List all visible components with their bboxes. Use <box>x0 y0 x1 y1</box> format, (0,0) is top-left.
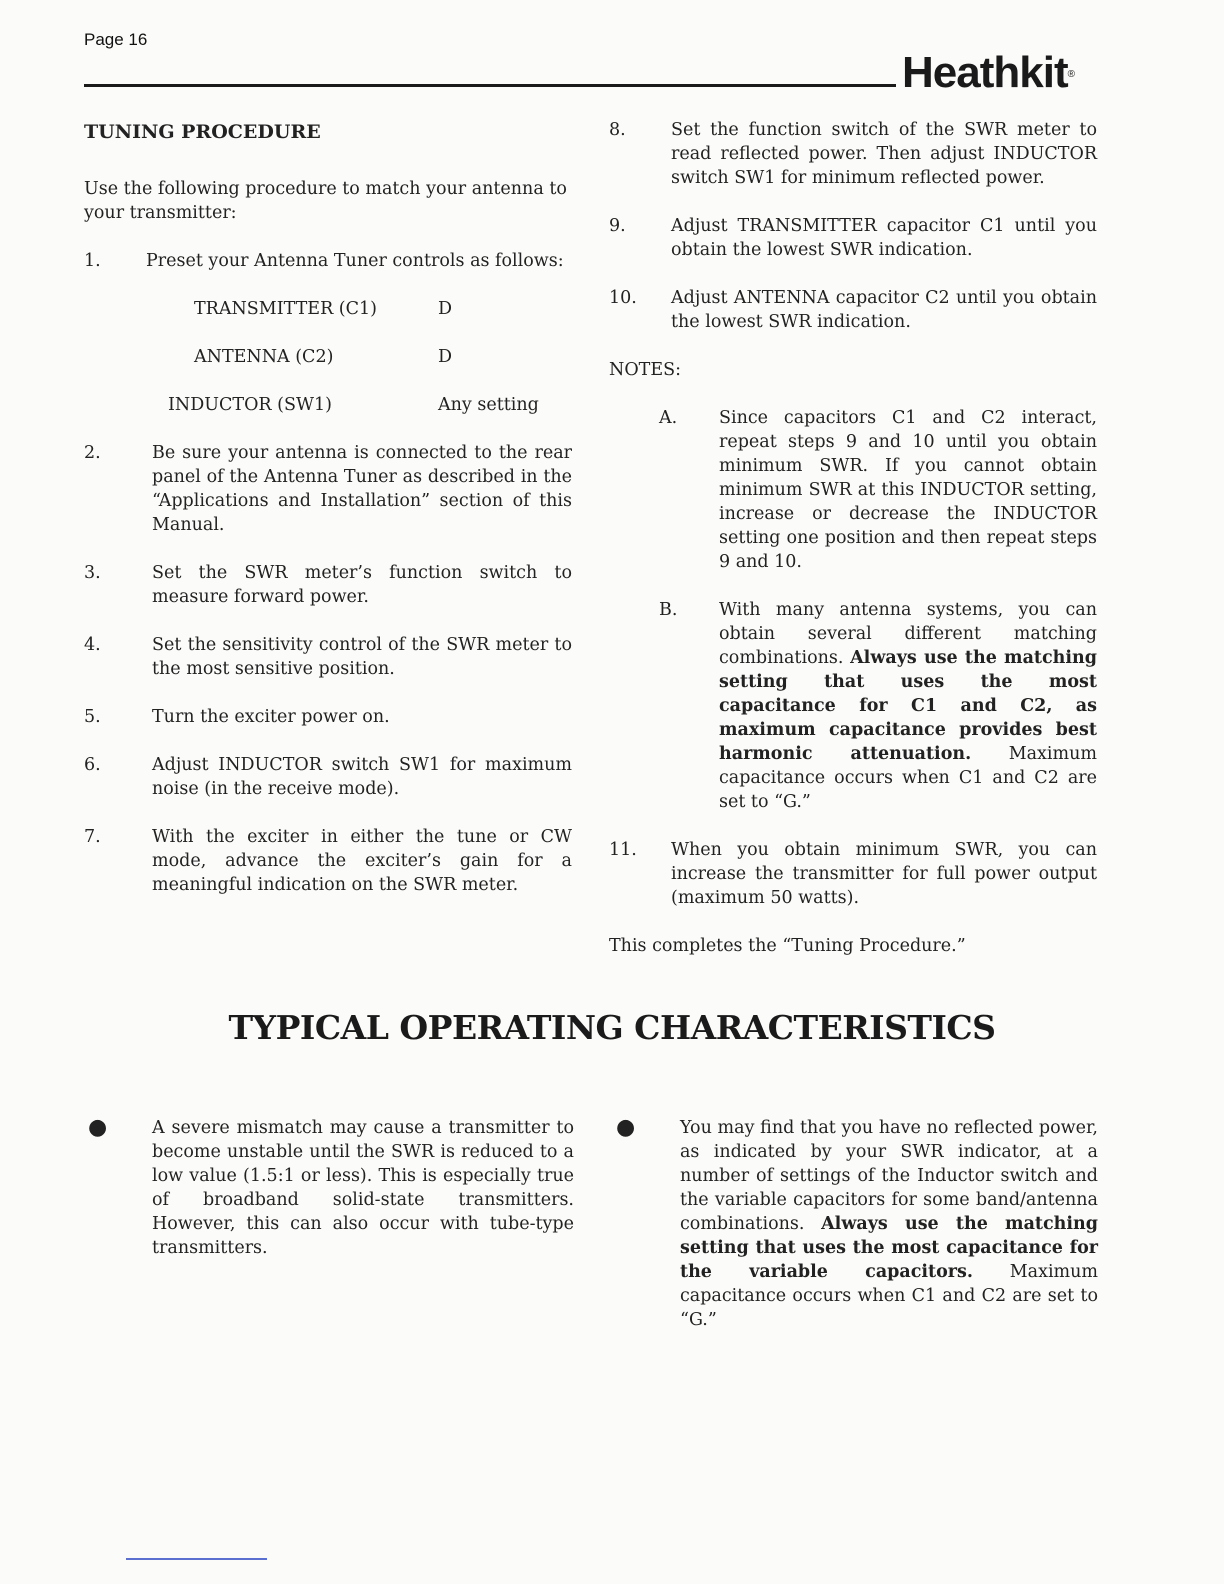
note-text <box>719 598 1097 814</box>
left-column <box>84 120 572 921</box>
bullet-text <box>680 1116 1098 1332</box>
bullet-detail: Maximum capacitance occurs when C1 and C2 are set to “G.” <box>680 1262 1098 1330</box>
step-8 <box>609 118 1097 190</box>
page-number: Page 16 <box>84 30 148 49</box>
note-b <box>609 598 1097 814</box>
step-text: Be sure your antenna is connected to the rear panel of the Antenna Tuner as described in the “Applications and Installation” section of this Manual. <box>152 443 572 535</box>
step-text: Adjust ANTENNA capacitor C2 until you obtain the lowest SWR indication. <box>671 288 1097 332</box>
preset-value: D <box>438 347 453 367</box>
step-text: Turn the exciter power on. <box>152 707 390 727</box>
step-1 <box>84 249 572 273</box>
tuning-procedure-heading: TUNING PROCEDURE <box>84 121 321 143</box>
step-6 <box>84 753 572 801</box>
bullet-text: A severe mismatch may cause a transmitter to become unstable until the SWR is reduced to a low value (1.5:1 or less). This is especially true of broadband solid-state transmitters. However, this can also occur with tube-type transmitters. <box>152 1118 574 1258</box>
preset-label: ANTENNA (C2) <box>194 347 334 367</box>
step-text: With the exciter in either the tune or CW mode, advance the exciter’s gain for a meaningful indication on the SWR meter. <box>152 827 572 895</box>
brand-name: Heathkit <box>902 48 1068 97</box>
step-number: 10. <box>609 288 637 308</box>
step-number: 6. <box>84 755 101 775</box>
note-b-intro: With many antenna systems, you can obtain several different matching combinations. <box>719 600 1097 668</box>
step-11 <box>609 838 1097 910</box>
preset-antenna <box>84 345 572 369</box>
header-rule <box>84 84 896 87</box>
bullet-icon: ● <box>616 1115 636 1140</box>
step-number: 7. <box>84 827 101 847</box>
bullet-icon: ● <box>88 1115 108 1140</box>
step-number: 5. <box>84 707 101 727</box>
step-number: 8. <box>609 120 626 140</box>
bullet-item <box>84 1116 574 1260</box>
step-number: 1. <box>84 251 101 271</box>
note-label: B. <box>659 600 678 620</box>
step-text: Set the function switch of the SWR meter to read reflected power. Then adjust INDUCTOR switch SW1 for minimum reflected power. <box>671 120 1097 188</box>
note-a <box>609 406 1097 574</box>
preset-value: Any setting <box>438 395 539 415</box>
step-10 <box>609 286 1097 334</box>
step-text: Preset your Antenna Tuner controls as follows: <box>146 251 564 271</box>
characteristic-left <box>84 1116 574 1260</box>
step-text: Set the sensitivity control of the SWR meter to the most sensitive position. <box>152 635 572 679</box>
preset-transmitter <box>84 297 572 321</box>
step-number: 3. <box>84 563 101 583</box>
step-text: When you obtain minimum SWR, you can increase the transmitter for full power output (maximum 50 watts). <box>671 840 1097 908</box>
bottom-underline <box>126 1558 267 1560</box>
note-b-detail: Maximum capacitance occurs when C1 and C2 are set to “G.” <box>719 744 1097 812</box>
notes-heading: NOTES: <box>609 360 681 380</box>
step-5 <box>84 705 572 729</box>
note-text: Since capacitors C1 and C2 interact, repeat steps 9 and 10 until you obtain minimum SWR. If you cannot obtain minimum SWR at this INDUCTOR setting, increase or decrease the INDUCTOR setting one position and then repeat steps 9 and 10. <box>719 408 1097 572</box>
registered-mark: ® <box>1067 69 1074 80</box>
note-b-emphasis: Always use the matching setting that uses the most capacitance for C1 and C2, as maximum capacitance provides best harmonic attenuation. <box>719 648 1097 764</box>
bullet-emphasis: Always use the matching setting that uses the most capacitance for the variable capacitors. <box>680 1214 1098 1282</box>
bullet-intro: You may find that you have no reflected power, as indicated by your SWR indicator, at a number of settings of the Inductor switch and the variable capacitors for some band/antenna combinations. <box>680 1118 1098 1234</box>
preset-label: TRANSMITTER (C1) <box>194 299 377 319</box>
closing-sentence: This completes the “Tuning Procedure.” <box>609 936 966 956</box>
intro-paragraph: Use the following procedure to match your antenna to your transmitter: <box>84 179 567 223</box>
brand-logo <box>902 50 1074 96</box>
step-3 <box>84 561 572 609</box>
characteristics-heading: TYPICAL OPERATING CHARACTERISTICS <box>228 1008 996 1047</box>
step-number: 11. <box>609 840 637 860</box>
step-text: Set the SWR meter’s function switch to measure forward power. <box>152 563 572 607</box>
step-text: Adjust TRANSMITTER capacitor C1 until you obtain the lowest SWR indication. <box>671 216 1097 260</box>
characteristic-right <box>612 1116 1098 1332</box>
step-number: 4. <box>84 635 101 655</box>
step-4 <box>84 633 572 681</box>
note-label: A. <box>659 408 678 428</box>
step-number: 9. <box>609 216 626 236</box>
preset-label: INDUCTOR (SW1) <box>168 395 332 415</box>
step-2 <box>84 441 572 537</box>
step-text: Adjust INDUCTOR switch SW1 for maximum noise (in the receive mode). <box>152 755 572 799</box>
step-7 <box>84 825 572 897</box>
preset-inductor <box>84 393 572 417</box>
step-9 <box>609 214 1097 262</box>
step-number: 2. <box>84 443 101 463</box>
bullet-item <box>612 1116 1098 1332</box>
right-column <box>609 118 1097 958</box>
preset-value: D <box>438 299 453 319</box>
